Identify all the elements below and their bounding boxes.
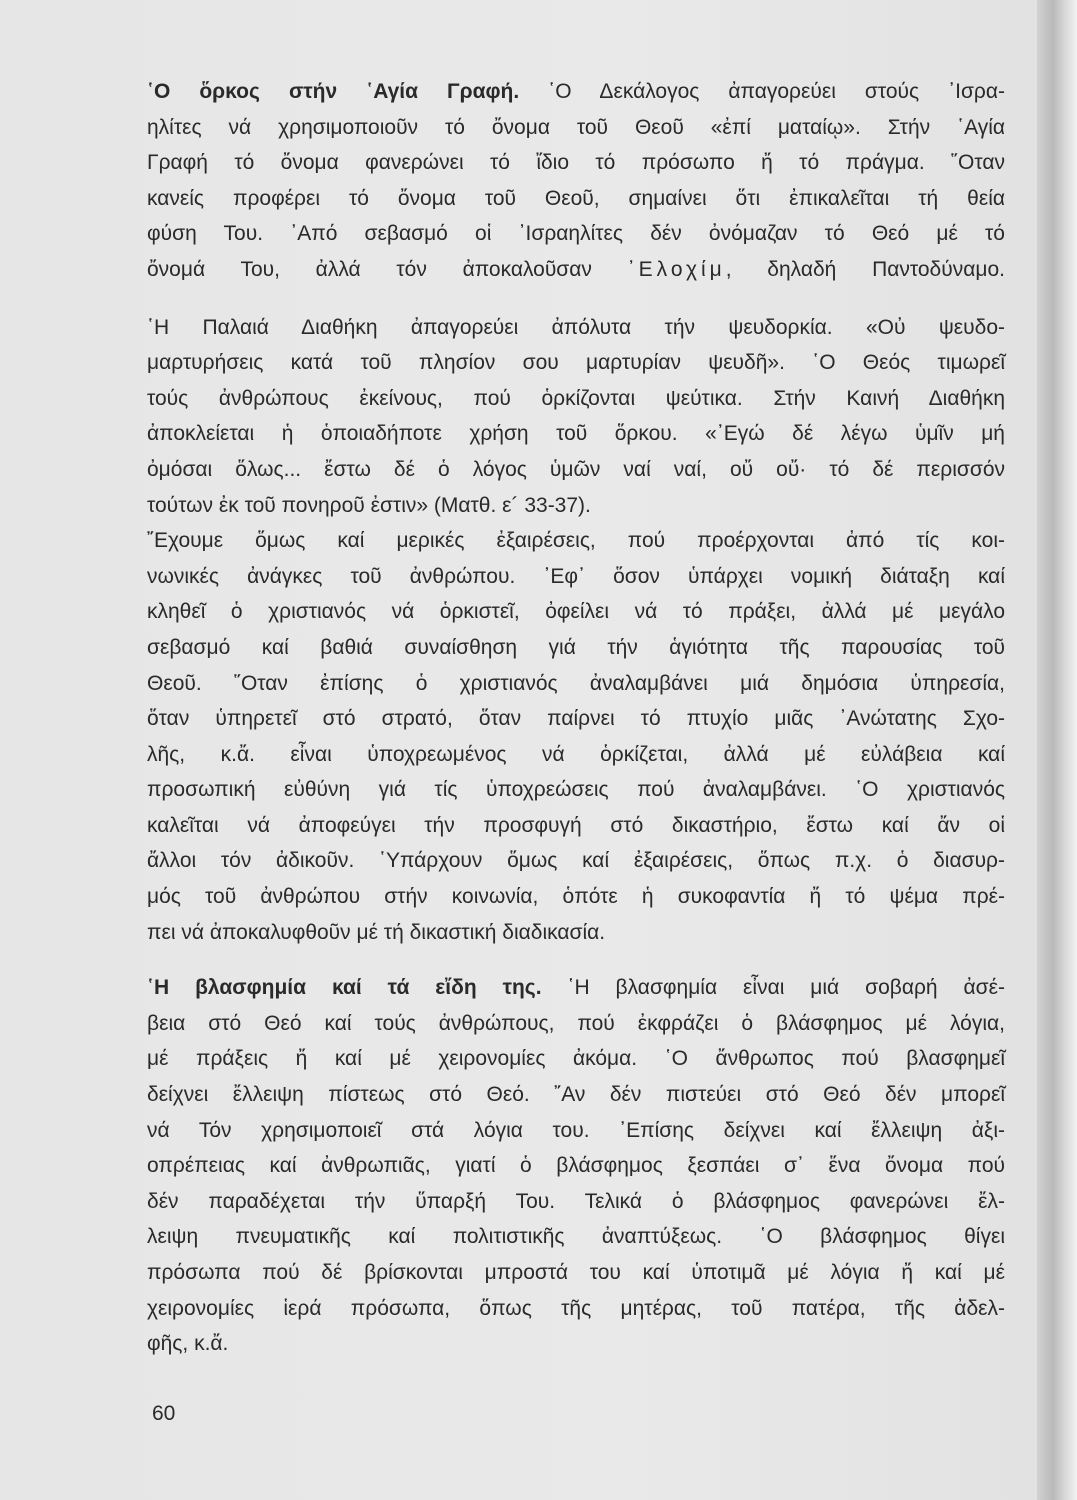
text-line: δείχνει ἔλλειψη πίστεως στό Θεό. ῎Αν δέν πιστεύει στό Θεό δέν μπορεῖ xyxy=(147,1083,1005,1107)
text-line: προσωπική εὐθύνη γιά τίς ὑποχρεώσεις πού ἀναλαμβάνει. ῾Ο χριστιανός xyxy=(147,778,1005,802)
text-line: νωνικές ἀνάγκες τοῦ ἀνθρώπου. ᾿Εφ᾿ ὅσον ὑπάρχει νομική διάταξη καί xyxy=(147,564,1005,588)
text-line: φύση Του. ᾿Από σεβασμό οἱ ᾿Ισραηλίτες δέν ὀνόμαζαν τό Θεό μέ τό xyxy=(147,222,1005,246)
text-line: ῎Εχουμε ὅμως καί μερικές ἐξαιρέσεις, πού προέρχονται ἀπό τίς κοι- xyxy=(147,529,1005,553)
spaced-word-elohim: ᾿Ελοχίμ xyxy=(627,257,726,281)
text-line: ὄνομά Του, ἀλλά τόν ἀποκαλοῦσαν ᾿Ελοχίμ, δηλαδή Παντοδύναμο. xyxy=(147,257,1005,281)
text-line: κανείς προφέρει τό ὄνομα τοῦ Θεοῦ, σημαίνει ὅτι ἐπικαλεῖται τή θεία xyxy=(147,186,1005,210)
text-line: ῾Ο ὅρκος στήν ῾Αγία Γραφή. ῾Ο Δεκάλογος ἀπαγορεύει στούς ᾿Ισρα- xyxy=(147,80,1005,103)
body-text xyxy=(147,74,1005,1362)
text-line: ηλίτες νά χρησιμοποιοῦν τό ὄνομα τοῦ Θεοῦ «ἐπί ματαίῳ». Στήν ῾Αγία xyxy=(147,115,1005,139)
text-line: ἀποκλείεται ἡ ὁποιαδήποτε χρήση τοῦ ὅρκου. «᾿Εγώ δέ λέγω ὑμῖν μή xyxy=(147,422,1005,446)
text-line: οπρέπειας καί ἀνθρωπιᾶς, γιατί ὁ βλάσφημος ξεσπάει σ᾿ ἕνα ὄνομα πού xyxy=(147,1154,1005,1178)
text-line: ὅταν ὑπηρετεῖ στό στρατό, ὅταν παίρνει τό πτυχίο μιᾶς ᾿Ανώτατης Σχο- xyxy=(147,707,1005,731)
page-number: 60 xyxy=(152,1402,176,1425)
text-line: πρόσωπα πού δέ βρίσκονται μπροστά του καί ὑποτιμᾶ μέ λόγια ἤ καί μέ xyxy=(147,1261,1005,1284)
text-line: Γραφή τό ὄνομα φανερώνει τό ἴδιο τό πρόσωπο ἤ τό πράγμα. ῞Οταν xyxy=(147,151,1005,175)
text-line: σεβασμό καί βαθιά συναίσθηση γιά τήν ἁγιότητα τῆς παρουσίας τοῦ xyxy=(147,635,1005,659)
paragraph-perjury xyxy=(147,310,1005,951)
text-line: μαρτυρήσεις κατά τοῦ πλησίον σου μαρτυρίαν ψευδῆ». ῾Ο Θεός τιμωρεῖ xyxy=(147,351,1005,375)
text-line: τούτων ἐκ τοῦ πονηροῦ ἐστιν» (Ματθ. ε´ 33-37). xyxy=(147,493,591,517)
section-heading-oath: ῾Ο ὅρκος στήν ῾Αγία Γραφή. xyxy=(147,80,520,103)
text-line: βεια στό Θεό καί τούς ἀνθρώπους, πού ἐκφράζει ὁ βλάσφημος μέ λόγια, xyxy=(147,1011,1005,1035)
text-line: χειρονομίες ἱερά πρόσωπα, ὅπως τῆς μητέρας, τοῦ πατέρα, τῆς ἀδελ- xyxy=(147,1296,1005,1320)
text-line: δέν παραδέχεται τήν ὕπαρξή Του. Τελικά ὁ βλάσφημος φανερώνει ἔλ- xyxy=(147,1189,1005,1213)
text-line: ῾Η βλασφημία καί τά εἴδη της. ῾Η βλασφημία εἶναι μιά σοβαρή ἀσέ- xyxy=(147,976,1005,1000)
text-line: ῾Η Παλαιά Διαθήκη ἀπαγορεύει ἀπόλυτα τήν ψευδορκία. «Οὐ ψευδο- xyxy=(147,315,1005,339)
text-line: μός τοῦ ἀνθρώπου στήν κοινωνία, ὁπότε ἡ συκοφαντία ἤ τό ψέμα πρέ- xyxy=(147,885,1005,909)
text-line: κληθεῖ ὁ χριστιανός νά ὁρκιστεῖ, ὀφείλει νά τό πράξει, ἀλλά μέ μεγάλο xyxy=(147,600,1005,624)
text-line: Θεοῦ. ῞Οταν ἐπίσης ὁ χριστιανός ἀναλαμβάνει μιά δημόσια ὑπηρεσία, xyxy=(147,671,1005,695)
text-line: φῆς, κ.ἄ. xyxy=(147,1332,229,1356)
text-line: ἄλλοι τόν ἀδικοῦν. ῾Υπάρχουν ὅμως καί ἐξαιρέσεις, ὅπως π.χ. ὁ διασυρ- xyxy=(147,849,1005,873)
text-line: λειψη πνευματικῆς καί πολιτιστικῆς ἀναπτύξεως. ῾Ο βλάσφημος θίγει xyxy=(147,1225,1005,1249)
page-edge xyxy=(1037,0,1077,1500)
text-line: λῆς, κ.ἄ. εἶναι ὑποχρεωμένος νά ὁρκίζεται, ἀλλά μέ εὐλάβεια καί xyxy=(147,742,1005,766)
section-heading-blasphemy: ῾Η βλασφημία καί τά εἴδη της. xyxy=(147,976,542,1000)
text-line: καλεῖται νά ἀποφεύγει τήν προσφυγή στό δικαστήριο, ἔστω καί ἄν οἱ xyxy=(147,813,1005,837)
text-line: τούς ἀνθρώπους ἐκείνους, πού ὁρκίζονται ψεύτικα. Στήν Καινή Διαθήκη xyxy=(147,386,1005,410)
paragraph-oath-in-scripture xyxy=(147,74,1005,288)
text-line: ὀμόσαι ὅλως... ἔστω δέ ὁ λόγος ὑμῶν ναί ναί, οὔ οὔ· τό δέ περισσόν xyxy=(147,457,1005,481)
text-line: πει νά ἀποκαλυφθοῦν μέ τή δικαστική διαδικασία. xyxy=(147,920,606,944)
text-line: μέ πράξεις ἤ καί μέ χειρονομίες ἀκόμα. ῾Ο ἄνθρωπος πού βλασφημεῖ xyxy=(147,1047,1005,1071)
text-line: νά Τόν χρησιμοποιεῖ στά λόγια του. ᾿Επίσης δείχνει καί ἔλλειψη ἀξι- xyxy=(147,1118,1005,1142)
paragraph-blasphemy xyxy=(147,970,1005,1362)
